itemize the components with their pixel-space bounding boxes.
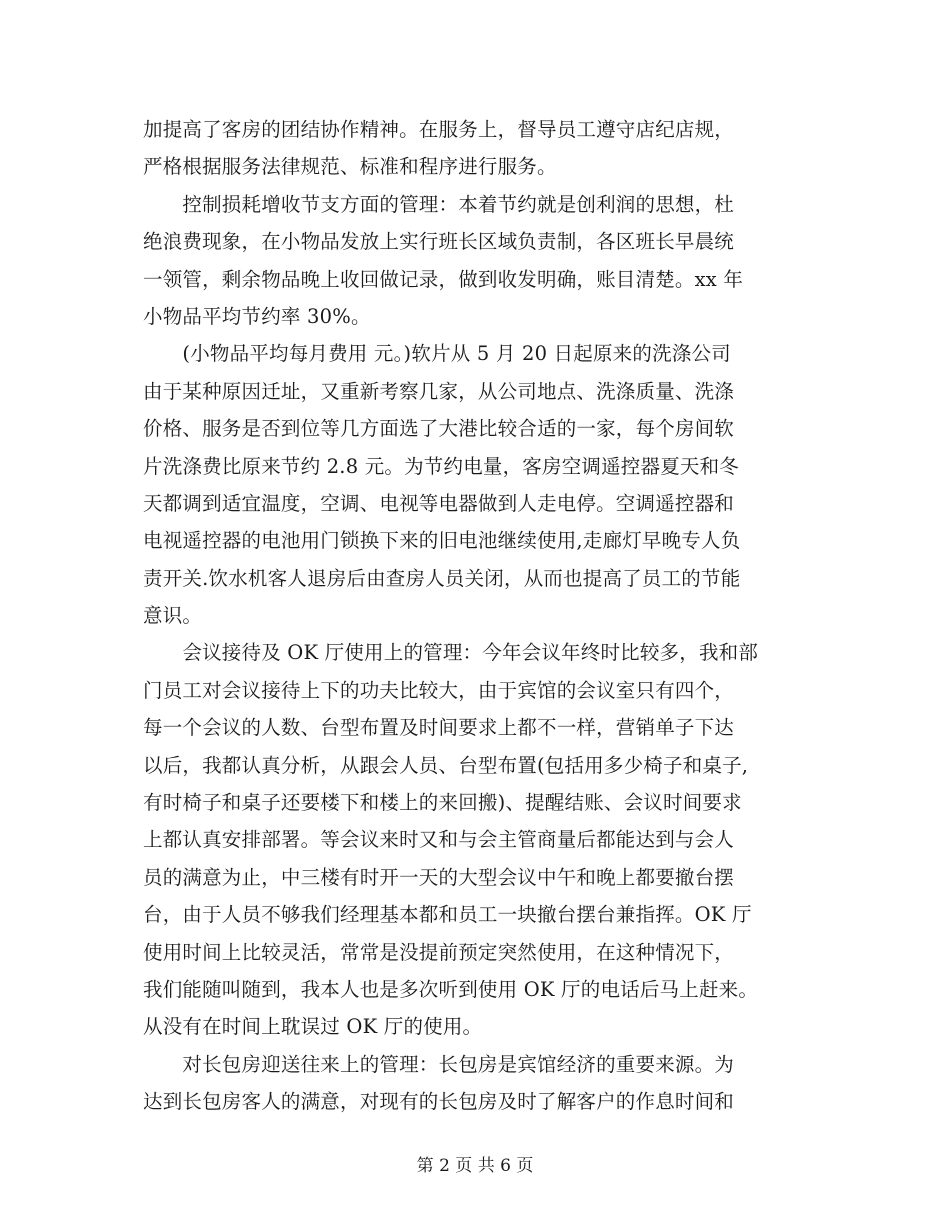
text-line: 使用时间上比较灵活，常常是没提前预定突然使用，在这种情况下， [143,940,735,964]
text-line: 达到长包房客人的满意，对现有的长包房及时了解客户的作息时间和 [143,1090,735,1114]
text-line: 天都调到适宜温度，空调、电视等电器做到人走电停。空调遥控器和 [143,491,735,515]
text-line: 责开关.饮水机客人退房后由查房人员关闭，从而也提高了员工的节能 [143,566,741,590]
text-line: 从没有在时间上耽误过 OK 厅的使用。 [143,1015,483,1039]
text-line: 由于某种原因迁址，又重新考察几家，从公司地点、洗涤质量、洗涤 [143,379,735,403]
text-line: 我们能随叫随到，我本人也是多次听到使用 OK 厅的电话后马上赶来。 [143,977,759,1001]
text-line: 意识。 [143,604,203,628]
text-line: 电视遥控器的电池用门锁换下来的旧电池继续使用,走廊灯早晚专人负 [143,529,741,553]
text-line: 台，由于人员不够我们经理基本都和员工一块撤台摆台兼指挥。OK 厅 [143,903,752,927]
text-line: 员的满意为止，中三楼有时开一天的大型会议中午和晚上都要撤台摆 [143,865,735,889]
text-line: 片洗涤费比原来节约 2.8 元。为节约电量，客房空调遥控器夏天和冬 [143,454,740,478]
text-line: 会议接待及 OK 厅使用上的管理：今年会议年终时比较多，我和部 [143,641,759,665]
text-line: 一领管，剩余物品晚上收回做记录，做到收发明确，账目清楚。xx 年 [143,267,744,291]
text-line: 价格、服务是否到位等几方面选了大港比较合适的一家，每个房间软 [143,417,735,441]
text-line: 小物品平均节约率 30%。 [143,304,371,328]
text-line: 严格根据服务法律规范、标准和程序进行服务。 [143,155,557,179]
text-line: 门员工对会议接待上下的功夫比较大，由于宾馆的会议室只有四个， [143,678,735,702]
text-line: 对长包房迎送往来上的管理：长包房是宾馆经济的重要来源。为 [143,1052,735,1076]
text-line: 加提高了客房的团结协作精神。在服务上，督导员工遵守店纪店规， [143,118,735,141]
text-line: 绝浪费现象，在小物品发放上实行班长区域负责制，各区班长早晨统 [143,230,735,254]
body-text [143,111,823,1121]
text-line: 每一个会议的人数、台型布置及时间要求上都不一样，营销单子下达 [143,716,735,740]
text-line: (小物品平均每月费用 元。)软片从 5 月 20 日起原来的洗涤公司 [143,342,731,366]
text-line: 以后，我都认真分析，从跟会人员、台型布置(包括用多少椅子和桌子, [143,753,749,777]
text-line: 控制损耗增收节支方面的管理：本着节约就是创利润的思想，杜 [143,192,735,216]
page-number-footer: 第 2 页 共 6 页 [416,1156,534,1176]
text-line: 有时椅子和桌子还要楼下和楼上的来回搬)、提醒结账、会议时间要求 [143,791,742,815]
text-line: 上都认真安排部署。等会议来时又和与会主管商量后都能达到与会人 [143,828,735,852]
